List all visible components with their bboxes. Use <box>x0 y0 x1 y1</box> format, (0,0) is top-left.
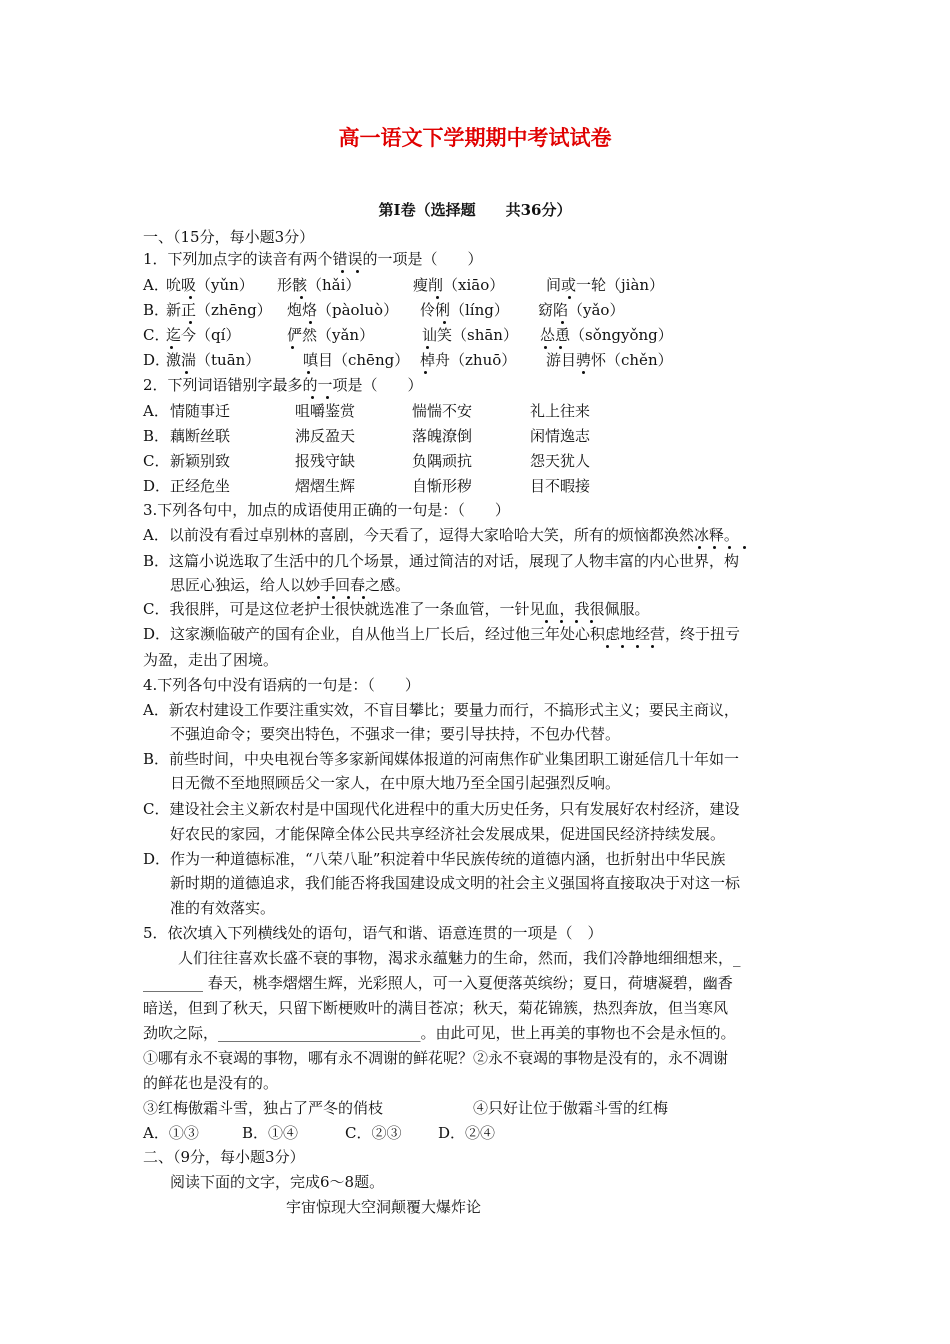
emphasis-dot <box>189 296 192 299</box>
emphasis-dot <box>309 321 312 324</box>
option-item: 讪笑（shān） <box>422 326 518 344</box>
emphasis-dot <box>189 321 192 324</box>
option-item: 落魄潦倒 <box>412 427 473 445</box>
option-item: 俨然（yǎn） <box>287 326 375 344</box>
option-item: 炮烙（pàoluò） <box>287 301 399 319</box>
option-item: 棹舟（zhuō） <box>420 351 517 369</box>
emphasis-dot <box>291 346 294 349</box>
emphasis-dot <box>651 645 654 648</box>
option-label: B． <box>143 427 170 445</box>
option-item: 自惭形秽 <box>412 477 473 495</box>
option-label: C． <box>143 326 170 344</box>
q4-stem: 4.下列各句中没有语病的一句是：（ ） <box>143 676 420 694</box>
answer-option-b: B．①④ <box>242 1124 299 1142</box>
emphasis-dot <box>606 645 609 648</box>
emphasis-dot <box>743 546 746 549</box>
q5-choice-3: ③红梅傲霜斗雪，独占了严冬的俏枝 <box>143 1099 384 1117</box>
option-item: 熠熠生辉 <box>295 477 356 495</box>
option-item: 负隅顽抗 <box>412 452 473 470</box>
q3-option-d-line2: 为盈，走出了困境。 <box>143 651 279 669</box>
emphasis-dot <box>545 620 548 623</box>
option-item: 间或一轮（jiàn） <box>546 276 665 294</box>
q4-option-c-line2: 好农民的家园，才能保障全体公民共享经济社会发展成果，促进国民经济持续发展。 <box>170 825 726 843</box>
option-item: 咀嚼鉴赏 <box>295 402 356 420</box>
option-item: 游目骋怀（chěn） <box>546 351 673 369</box>
q1-stem: 1．下列加点字的读音有两个错误的一项是（ ） <box>143 250 483 268</box>
option-label: B． <box>143 301 170 319</box>
option-item: 报残守缺 <box>295 452 356 470</box>
emphasis-dot <box>356 270 359 273</box>
answer-option-d: D．②④ <box>438 1124 496 1142</box>
emphasis-dot <box>185 371 188 374</box>
option-label: A． <box>143 402 169 420</box>
option-item: 礼上往来 <box>530 402 591 420</box>
q4-option-c-line1: C．建设社会主义新农村是中国现代化进程中的重大历史任务，只有发展好农村经济，建设 <box>143 800 740 818</box>
emphasis-dot <box>424 371 427 374</box>
option-item: 正经危坐 <box>170 477 231 495</box>
emphasis-dot <box>443 321 446 324</box>
emphasis-dot <box>636 645 639 648</box>
option-item: 迄今（qí） <box>166 326 241 344</box>
option-item: 藕断丝联 <box>170 427 231 445</box>
emphasis-dot <box>560 620 563 623</box>
q5-passage-line4: 劲吹之际，___________________________。由此可见，世上再美的事物也不会是永恒的。 <box>143 1024 736 1042</box>
emphasis-dot <box>568 296 571 299</box>
q2-stem: 2．下列词语错别字最多的一项是（ ） <box>143 376 423 394</box>
emphasis-dot <box>170 346 173 349</box>
option-item: 嗔目（chēng） <box>303 351 410 369</box>
q5-passage-line2: ________ 春天，桃李熠熠生辉，光彩照人，可一入夏便落英缤纷；夏日，荷塘凝碧，幽香 <box>143 974 733 992</box>
emphasis-dot <box>341 270 344 273</box>
part1-header: 一、（15分，每小题3分） <box>143 228 315 246</box>
q4-option-a-line2: 不强迫命令；要突出特色，不强求一律；要引导扶持，不包办代替。 <box>170 725 621 743</box>
q5-passage-line1: 人们往往喜欢长盛不衰的事物，渴求永蕴魅力的生命，然而，我们冷静地细细想来，_ <box>178 949 741 967</box>
emphasis-dot <box>326 396 329 399</box>
exam-title: 高一语文下学期期中考试试卷 <box>338 126 612 150</box>
option-item: 怂恿（sǒngyǒng） <box>540 326 673 344</box>
emphasis-dot <box>307 371 310 374</box>
emphasis-dot <box>436 296 439 299</box>
q3-option-b-line1: B．这篇小说选取了生活中的几个场景，通过简洁的对话，展现了人物丰富的内心世界，构 <box>143 552 740 570</box>
option-label: D． <box>143 351 171 369</box>
emphasis-dot <box>590 620 593 623</box>
option-item: 沸反盈天 <box>295 427 356 445</box>
q5-choice-line2: 的鲜花也是没有的。 <box>143 1074 279 1092</box>
option-item: 闲情逸志 <box>530 427 591 445</box>
option-item: 新颖别致 <box>170 452 231 470</box>
option-item: 激湍（tuān） <box>166 351 261 369</box>
section-header: 第Ⅰ卷（选择题 共36分） <box>378 201 572 219</box>
q5-choice-4: ④只好让位于傲霜斗雪的红梅 <box>473 1099 669 1117</box>
option-item: 吮吸（yǔn） <box>166 276 254 294</box>
option-item: 伶俐（líng） <box>420 301 509 319</box>
q4-option-d-line1: D．作为一种道德标准，“八荣八耻”积淀着中华民族传统的道德内涵，也折射出中华民族 <box>143 850 726 868</box>
emphasis-dot <box>561 321 564 324</box>
option-item: 惴惴不安 <box>412 402 473 420</box>
emphasis-dot <box>582 371 585 374</box>
option-item: 情随事迁 <box>170 402 231 420</box>
emphasis-dot <box>728 546 731 549</box>
option-item: 瘦削（xiāo） <box>413 276 505 294</box>
emphasis-dot <box>311 396 314 399</box>
emphasis-dot <box>544 346 547 349</box>
emphasis-dot <box>426 346 429 349</box>
option-item: 怨天犹人 <box>530 452 591 470</box>
part2-header: 二、（9分，每小题3分） <box>143 1148 305 1166</box>
option-label: C． <box>143 452 170 470</box>
answer-option-c: C．②③ <box>345 1124 402 1142</box>
q4-option-d-line2: 新时期的道德追求，我们能否将我国建设成文明的社会主义强国将直接取决于对这一标 <box>170 874 741 892</box>
emphasis-dot <box>559 346 562 349</box>
option-label: D． <box>143 477 171 495</box>
q3-stem: 3.下列各句中，加点的成语使用正确的一句是：（ ） <box>143 501 510 519</box>
q4-option-b-line1: B．前些时间，中央电视台等多家新闻媒体报道的河南焦作矿业集团职工谢延信几十年如一 <box>143 750 740 768</box>
q3-option-d-line1: D．这家濒临破产的国有企业，自从他当上厂长后，经过他三年处心积虑地经营，终于扭亏 <box>143 625 741 643</box>
q5-choice-line1: ①哪有永不衰竭的事物，哪有永不凋谢的鲜花呢？②永不衰竭的事物是没有的，永不凋谢 <box>143 1049 729 1067</box>
answer-option-a: A．①③ <box>143 1124 199 1142</box>
emphasis-dot <box>621 645 624 648</box>
emphasis-dot <box>300 296 303 299</box>
q4-option-a-line1: A．新农村建设工作要注重实效，不盲目攀比；要量力而行，不搞形式主义；要民主商议， <box>143 701 739 719</box>
option-item: 新正（zhēng） <box>166 301 272 319</box>
option-item: 窈陷（yǎo） <box>538 301 625 319</box>
option-label: A． <box>143 276 169 294</box>
q3-option-b-line2: 思匠心独运，给人以妙手回春之感。 <box>170 576 411 594</box>
q4-option-d-line3: 准的有效落实。 <box>170 899 276 917</box>
q5-stem: 5．依次填入下列横线处的语句，语气和谐、语意连贯的一项是（ ） <box>143 924 603 942</box>
part2-intro: 阅读下面的文字，完成6～8题。 <box>170 1173 385 1191</box>
q3-option-a: A．以前没有看过卓别林的喜剧，今天看了，逗得大家哈哈大笑，所有的烦恼都涣然冰释。 <box>143 526 739 544</box>
emphasis-dot <box>713 546 716 549</box>
emphasis-dot <box>698 546 701 549</box>
emphasis-dot <box>575 620 578 623</box>
q5-passage-line3: 暗送，但到了秋天，只留下断梗败叶的满目苍凉；秋天，菊花锦簇，热烈奔放，但当寒风 <box>143 999 729 1017</box>
option-item: 目不暇接 <box>530 477 591 495</box>
option-item: 形骸（hǎi） <box>277 276 361 294</box>
article-title: 宇宙惊现大空洞颠覆大爆炸论 <box>286 1198 482 1216</box>
q4-option-b-line2: 日无微不至地照顾岳父一家人，在中原大地乃至全国引起强烈反响。 <box>170 774 621 792</box>
q3-option-c: C．我很胖，可是这位老护士很快就选准了一条血管，一针见血，我很佩服。 <box>143 600 650 618</box>
